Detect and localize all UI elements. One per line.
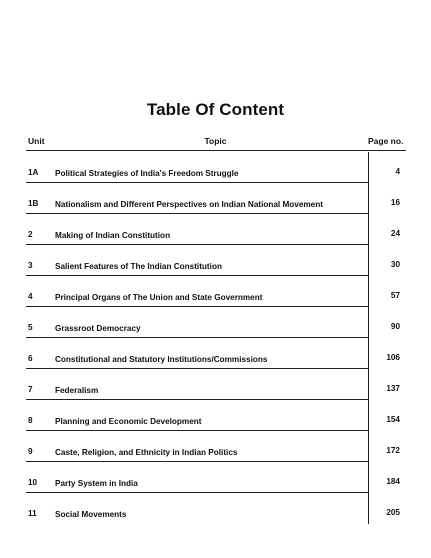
header-divider: [26, 150, 406, 151]
row-unit: 9: [28, 447, 33, 456]
row-unit: 5: [28, 323, 33, 332]
row-page-number: 4: [395, 167, 400, 176]
row-page-number: 16: [390, 198, 400, 207]
table-row: [0, 307, 431, 338]
row-page-number: 154: [386, 415, 400, 424]
table-row: [0, 431, 431, 462]
header-topic: Topic: [204, 136, 227, 146]
row-unit: 3: [28, 261, 33, 270]
row-page-number: 205: [386, 508, 400, 517]
row-page-number: 90: [390, 322, 400, 331]
table-row: [0, 493, 431, 524]
row-topic: Grassroot Democracy: [55, 324, 141, 333]
table-header: [0, 136, 431, 150]
table-row: [0, 462, 431, 493]
table-row: [0, 338, 431, 369]
row-page-number: 184: [386, 477, 400, 486]
page-title: Table Of Content: [146, 100, 285, 119]
table-row: [0, 400, 431, 431]
row-topic: Federalism: [55, 386, 99, 395]
row-page-number: 57: [390, 291, 400, 300]
table-row: [0, 245, 431, 276]
row-topic: Making of Indian Constitution: [55, 231, 171, 240]
row-unit: 8: [28, 416, 33, 425]
row-page-number: 106: [386, 353, 400, 362]
row-unit: 10: [28, 478, 38, 487]
row-topic: Constitutional and Statutory Institutions/Commissions: [55, 355, 268, 364]
row-topic: Salient Features of The Indian Constitution: [55, 262, 222, 271]
row-page-number: 30: [390, 260, 400, 269]
row-unit: 1B: [28, 199, 39, 208]
row-topic: Caste, Religion, and Ethnicity in Indian Politics: [55, 448, 238, 457]
row-topic: Party System in India: [55, 479, 138, 488]
row-topic: Nationalism and Different Perspectives on Indian National Movement: [55, 200, 323, 209]
row-topic: Principal Organs of The Union and State Government: [55, 293, 263, 302]
row-unit: 11: [28, 509, 37, 518]
row-topic: Planning and Economic Development: [55, 417, 202, 426]
row-unit: 7: [28, 385, 33, 394]
table-row: [0, 276, 431, 307]
row-page-number: 172: [386, 446, 400, 455]
row-page-number: 137: [386, 384, 400, 393]
row-unit: 2: [28, 230, 33, 239]
table-row: [0, 214, 431, 245]
row-unit: 6: [28, 354, 33, 363]
table-row: [0, 152, 431, 183]
header-unit: Unit: [28, 136, 45, 146]
row-topic: Political Strategies of India's Freedom Struggle: [55, 169, 239, 178]
row-page-number: 24: [390, 229, 400, 238]
row-unit: 1A: [28, 168, 39, 177]
row-unit: 4: [28, 292, 33, 301]
table-row: [0, 183, 431, 214]
row-topic: Social Movements: [55, 510, 127, 519]
header-page: Page no.: [368, 136, 404, 146]
table-row: [0, 369, 431, 400]
